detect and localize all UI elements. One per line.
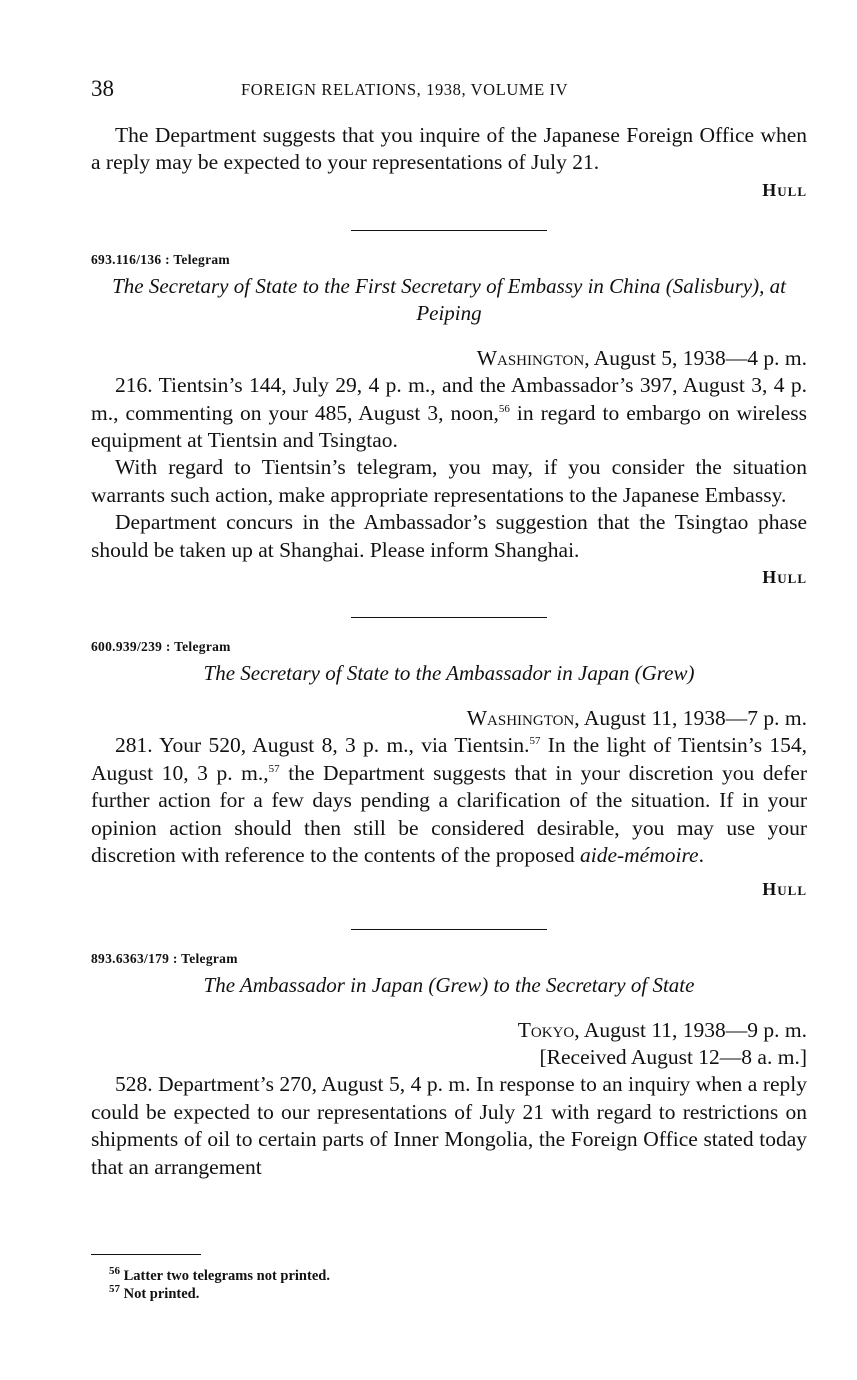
running-head: FOREIGN RELATIONS, 1938, VOLUME IV	[241, 80, 569, 99]
document-title: The Secretary of State to the First Secretary of Embassy in China (Salisbury), at Peiping	[112, 273, 786, 325]
dateline-place: Tokyo	[517, 1017, 575, 1042]
paragraph: Department concurs in the Ambassador’s suggestion that the Tsingtao phase should be taken up at Shanghai. Please inform Shanghai.	[91, 510, 807, 562]
section-divider	[351, 929, 547, 930]
footnote: $^{57}$ Not printed.	[109, 1283, 200, 1302]
footnote-ref: 56	[498, 402, 510, 415]
dateline	[91, 1017, 807, 1044]
dateline	[91, 345, 807, 372]
section-divider	[351, 230, 547, 231]
document-reference: 693.116/136 : Telegram	[91, 251, 230, 267]
document-reference: 893.6363/179 : Telegram	[91, 950, 238, 966]
intro-paragraph: The Department suggests that you inquire of the Japanese Foreign Office when a reply may be expected to your representations of July 21.	[91, 123, 807, 175]
footnotes	[91, 1254, 807, 1303]
emphasis: aide-mémoire	[579, 843, 699, 868]
signature: Hull	[762, 179, 807, 200]
dateline-date: , August 11, 1938—7 p. m.	[574, 706, 807, 731]
signature: Hull	[762, 567, 807, 588]
footnote-ref: 57	[529, 735, 541, 748]
page-body	[91, 122, 807, 1181]
document-reference: 600.939/239 : Telegram	[91, 639, 231, 655]
signature: Hull	[762, 878, 807, 899]
footnote-rule	[91, 1254, 201, 1255]
dateline-place: Washington	[466, 706, 575, 731]
document-title: The Ambassador in Japan (Grew) to the Secretary of State	[203, 972, 695, 997]
document-title: The Secretary of State to the Ambassador in Japan (Grew)	[203, 661, 695, 686]
page-number: 38	[91, 76, 114, 101]
footnote: $^{56}$ Latter two telegrams not printed.	[109, 1265, 330, 1284]
dateline-date: , August 11, 1938—9 p. m.	[574, 1017, 807, 1042]
dateline-place: Washington	[476, 345, 585, 370]
paragraph: 281. Your 520, August 8, 3 p. m., via Tientsin.$^{57}$ In the light of Tientsin’s 154, August 10, 3 p. m.,$^{57}$ the Department suggests that in your discretion you defer further action for a few days pending a clarification of the situation. If in your opinion action should then still be considered desirable, you may use your discretion with reference to the contents of the proposed aide-mémoire.	[91, 733, 807, 868]
footnote-ref: 57	[268, 762, 280, 775]
paragraph: 528. Department’s 270, August 5, 4 p. m. In response to an inquiry when a reply could be expected to our representations of July 21 with regard to restrictions on shipments of oil to certain parts of Inner Mongolia, the Foreign Office stated today that an arrangement	[91, 1072, 807, 1179]
dateline-date: , August 5, 1938—4 p. m.	[584, 345, 807, 370]
page-header	[91, 76, 807, 106]
paragraph: 216. Tientsin’s 144, July 29, 4 p. m., and the Ambassador’s 397, August 3, 4 p. m., commenting on your 485, August 3, noon,$^{56}$ in regard to embargo on wireless equipment at Tientsin and Tsingtao.	[91, 373, 807, 453]
section-divider	[351, 617, 547, 618]
dateline	[91, 705, 807, 732]
received-line: [Received August 12—8 a. m.]	[539, 1044, 807, 1069]
paragraph: With regard to Tientsin’s telegram, you may, if you consider the situation warrants such action, make appropriate representations to the Japanese Embassy.	[91, 455, 807, 507]
